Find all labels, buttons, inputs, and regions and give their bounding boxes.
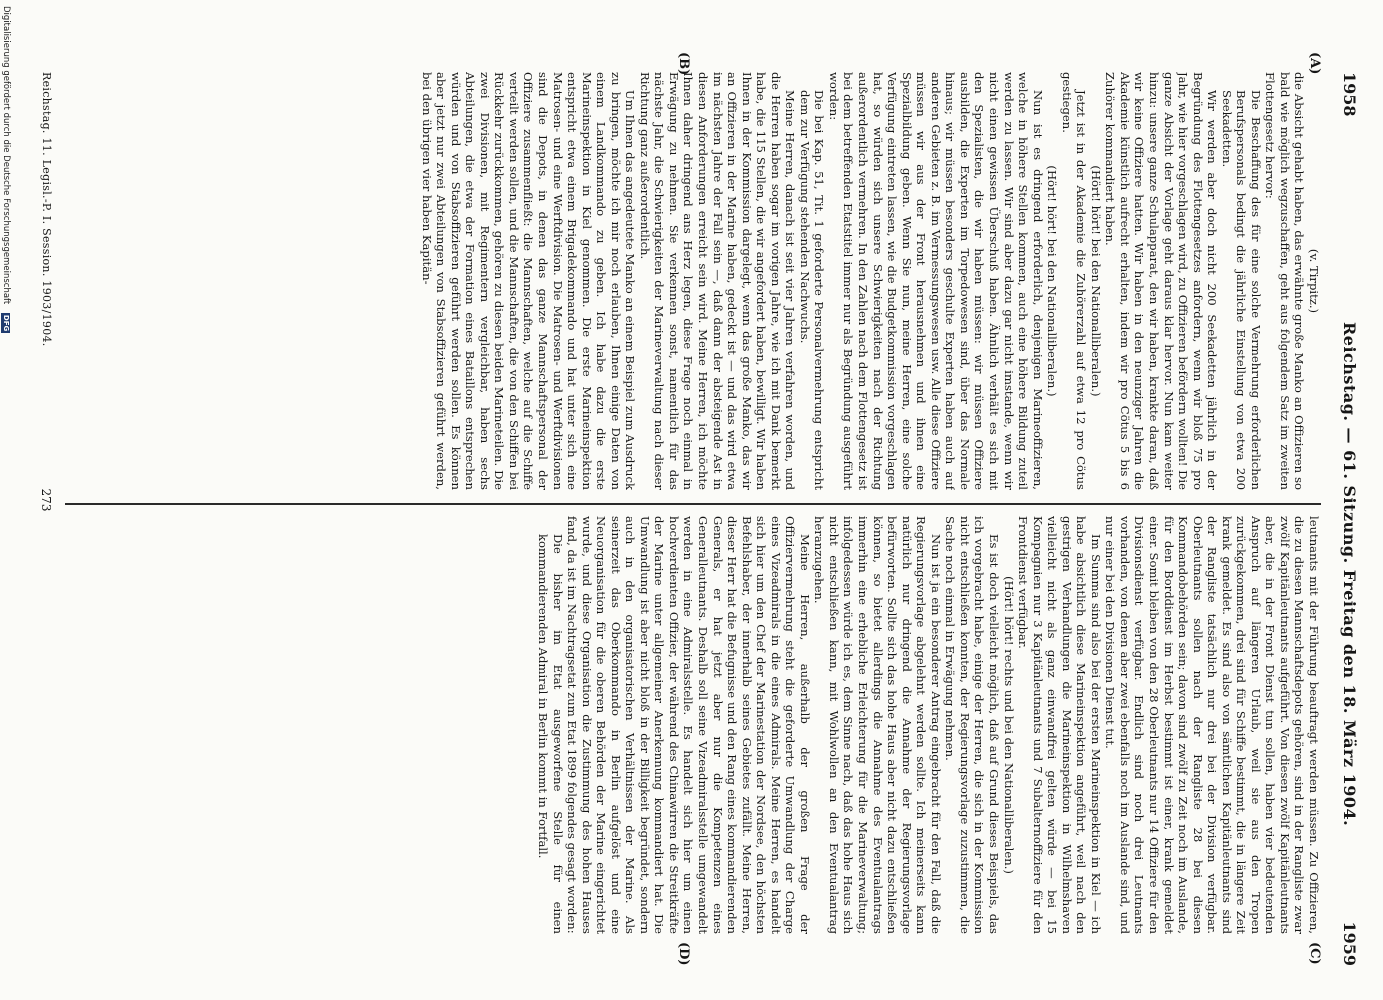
digitization-credit-text: Digitalisierung gefördert durch die Deutsche Forschungsgemeinschaft <box>1 6 11 305</box>
session-footnote: Reichstag. 11. Legisl.-P. I. Session. 1903/1904. <box>40 72 53 347</box>
page-number: 273 <box>39 488 53 512</box>
paragraph: Meine Herren, außerhalb der großen Frage der Offiziervermehrung steht die geforderte Umwandlung der Charge eines Vizeadmirals in die eines Admirals. Meine Herren, es handelt sich hier um den Chef der Marinestation der Nordsee, den höchsten Befehlshaber, der innerhalb seines Gebietes zufällt. Meine Herren, dieser Herr hat die Befugnisse und den Rang eines kommandierenden Generals, er hat jetzt aber nur die Kompetenzen eines Generalleutnants. Deshalb soll seine Vizeadmiralsstelle umgewandelt werden in eine Admiralsstelle. Es handelt sich hier um einen hochverdienten Offizier, der während des Chinawirren die Streitkräfte der Marine unter allgemeiner Anerkennung kommandiert hat. Die Umwandlung ist aber nicht bloß in der Billigkeit begründet, sondern auch in den organisatorischen Verhältnissen der Marine. Als seinerzeit das Oberkommando in Berlin aufgelöst und eine Neuorganisation für die oberen Behörden der Marine eingerichtet wurde, und diese Organisation die Zustimmung des hohen Hauses fand, da ist im Nachtragsetat zum Etat 1899 folgendes gesagt worden: <box>565 516 812 934</box>
interjection: (Hört! hört! rechts und bei den Nationalliberalen.) <box>1001 576 1016 874</box>
quoted-paragraph: Die bisher im Etat ausgeworfene Stelle für einen kommandierenden Admiral in Berlin kommt in Fortfall. <box>536 534 565 934</box>
paragraph: Um Ihnen das angedeutete Manko an einem Beispiel zum Ausdruck zu bringen, möchte ich mir noch erlauben, Ihnen einige Daten von einem Landkommando zu geben. Ich habe dazu die erste Marineinspektion in Kiel genommen. Die erste Marineinspektion entspricht etwa einem Brigadekommando und hat unter sich eine Matrosen- und eine Werftdivision. Die Matrosen- und Werftdivisionen sind die Depots, in denen das ganze Mannschaftspersonal der Offiziere zusammenfließt: die Mannschaften, welche auf die Schiffe verteilt werden sollen, und die Mannschaften, die von den Schiffen bei Rückkehr zurückkommen, gehören zu diesen beiden Marineteilen. Die zwei Divisionen, mit Regimentern vergleichbar, haben sechs Abteilungen, die etwa der Formation eines Bataillons entsprechen würden und von Stabsoffizieren geführt werden sollen. Es können aber jetzt nur zwei Abteilungen von Stabsoffizieren geführt werden, bei den übrigen vier haben Kapitän- <box>419 72 638 490</box>
paragraph: Jetzt ist in der Akademie die Zuhörerzahl auf etwa 12 pro Cötus gestiegen. <box>1059 72 1089 490</box>
paragraph: Es ist doch vielleicht möglich, daß auf Grund dieses Beispiels, das ich vorgebracht habe, einige der Herren, die sich in der Kommission nicht entschließen konnten, der Regierungsvorlage zuzustimmen, die Sache noch einmal in Erwägung nehmen. <box>943 516 1001 934</box>
paragraph: die Absicht gehabt haben, das erwähnte große Manko an Offizieren so bald wie möglich wegzuschaffen, geht aus folgendem Satz im zweiten Flottengesetz hervor: <box>1263 72 1307 490</box>
paragraph: Im Summa sind also bei der ersten Marineinspektion in Kiel — ich habe absichtlich diese Marineinspektion angeführt, weil nach den gestrigen Verhandlungen die Marineinspektion in Wilhelmshaven vielleicht nicht als ganz einwandfrei gelten würde — bei 15 Kompagnien nur 3 Kapitänleutnants und 7 Subalternoffiziere für den Frontdienst verfügbar. <box>1016 516 1103 934</box>
dfg-logo: DFG <box>2 314 10 332</box>
header-right-page-number: 1959 <box>1340 921 1359 966</box>
margin-marker-b: (B) <box>676 52 691 76</box>
margin-marker-a: (A) <box>1307 52 1322 75</box>
interjection: (Hört! hört! bei den Nationalliberalen.) <box>1088 165 1103 397</box>
header-title: Reichstag. — 61. Sitzung. Freitag den 18. März 1904. <box>1340 322 1359 827</box>
header-left-page-number: 1958 <box>1340 72 1359 117</box>
paragraph: leutnants mit der Führung beauftragt werden müssen. Zu Offizieren, die zu diesen Mannschaftsdepots gehören, sind in der Rangliste zwar zwölf Kapitänleutnants aufgeführt. Von diesen zwölf Kapitänleutnants aber, die in der Front Dienst tun sollen, haben vier bedeutenden Anspruch auf längeren Urlaub, weil sie aus den Tropen zurückgekommen, drei sind für Schiffe bestimmt, die in längere Zeit krank gemeldet. Es sind also von sämtlichen Kapitänleutnants sind der Rangliste tatsächlich nur drei bei der Division verfügbar. Oberleutnants sollen nach der Rangliste 28 bei diesen Kommandobehörden sein; davon sind zwölf zu Zeit noch im Auslande, für den Borddienst im Herbst bestimmt ist einer, krank gemeldet einer. Somit bleiben von den 28 Oberleutnants nur 14 Offiziere für den Divisionsdienst verfügbar. Endlich sind noch drei Leutnants vorhanden, von denen aber zwei ebenfalls noch im Auslande sind, und nur einer bei den Divisionen Dienst tut. <box>1103 516 1321 934</box>
column-divider <box>65 503 1321 505</box>
margin-marker-d: (D) <box>676 942 691 966</box>
left-column <box>59 72 1321 490</box>
quoted-paragraph: Die Beschaffung des für eine solche Vermehrung erforderlichen Berufspersonals bedingt die jährliche Einstellung von etwa 200 Seekadetten. <box>1219 90 1263 490</box>
interjection: (Hört! hört! bei den Nationalliberalen.) <box>1045 165 1060 397</box>
right-column <box>59 516 1321 934</box>
speaker-name: (v. Tirpitz.) <box>1307 248 1321 314</box>
quoted-paragraph: Die bei Kap. 51, Tit. 1 geforderte Personalvermehrung entspricht dem zur Verfügung stehenden Nachwuchs. <box>797 90 827 490</box>
paragraph: Meine Herren, danach ist seit vier Jahren verfahren worden, und die Herren haben sogar im vorigen Jahre, wie ich mit Dank bemerkt habe, die 115 Stellen, die wir angefordert haben, bewilligt. Wir haben Ihnen in der Kommission dargelegt, wenn das große Manko, das wir an Offizieren in der Marine haben, gedeckt ist — und das wird etwa im nächsten Jahre der Fall sein —, daß dann der absteigende Ast in diesen Anforderungen erreicht sein wird. Meine Herren, ich möchte Ihnen daher dringend ans Herz legen, diese Frage noch einmal in Erwägung zu nehmen. Sie verkennen sonst, namentlich für das nächste Jahr, die Schwierigkeiten der Marineverwaltung nach dieser Richtung ganz außerordentlich. <box>637 72 798 490</box>
paragraph: Nun ist ja ein besonderer Antrag eingebracht für den Fall, daß die Regierungsvorlage abgelehnt werden sollte. Ich meinerseits kann natürlich nur dringend die Annahme der Regierungsvorlage befürworten. Sollte sich das hohe Haus aber nicht dazu entschließen können, so bietet allerdings die Annahme des Eventualantrags immerhin eine erhebliche Erleichterung für die Marineverwaltung; infolgedessen würde ich es, dem Sinne nach, daß das hohe Haus sich nicht entschließen kann, mit Wohlwollen an den Eventualantrag heranzugehen. <box>812 516 943 934</box>
paragraph: Wir werden aber doch nicht 200 Seekadetten jährlich in der Begründung des Flottengesetzes anfordern, wenn wir bloß 75 pro Jahr, wie hier vorgeschlagen wird, zu Offizieren befördern wollten! Die ganze Absicht der Vorlage geht daraus klar hervor. Nun kam weiter hinzu: unsere ganze Schulapparat, den wir haben, krankte daran, daß wir keine Offiziere hatten. Wir haben in den neunziger Jahren die Akademie künstlich aufrecht erhalten, indem wir pro Cötus 5 bis 6 Zuhörer kommandiert haben. <box>1103 72 1220 490</box>
paragraph: Nun ist es dringend erforderlich, denjenigen Marineoffizieren, welche in höhere Stellen kommen, auch eine höhere Bildung zuteil werden zu lassen. Wir sind aber dazu gar nicht imstande, wenn wir nicht einen gewissen Überschuß haben. Ähnlich verhält es sich mit den Spezialisten, die wir haben müssen: wir müssen Offiziere ausbilden, die Experten im Torpedowesen sind, über das Normale hinaus; wir müssen besonders geschulte Experten haben auch auf anderen Gebieten z. B. im Vermessungswesen usw. Alle diese Offiziere müssen wir aus der Front herausnehmen und ihnen eine Spezialbildung geben. Wenn Sie nun, meine Herren, eine solche Verfügung eintreten lassen, wie die Budgetkommission vorgeschlagen hat, so würden sich unsere Schwierigkeiten nach der Richtung außerordentlich vermehren. In den Zahlen nach dem Flottengesetz ist bei dem betreffenden Etatstitel immer nur als Begründung ausgeführt worden: <box>826 72 1045 490</box>
page-header <box>1333 72 1365 966</box>
digitization-credit <box>0 0 11 1000</box>
margin-marker-c: (C) <box>1307 942 1322 965</box>
